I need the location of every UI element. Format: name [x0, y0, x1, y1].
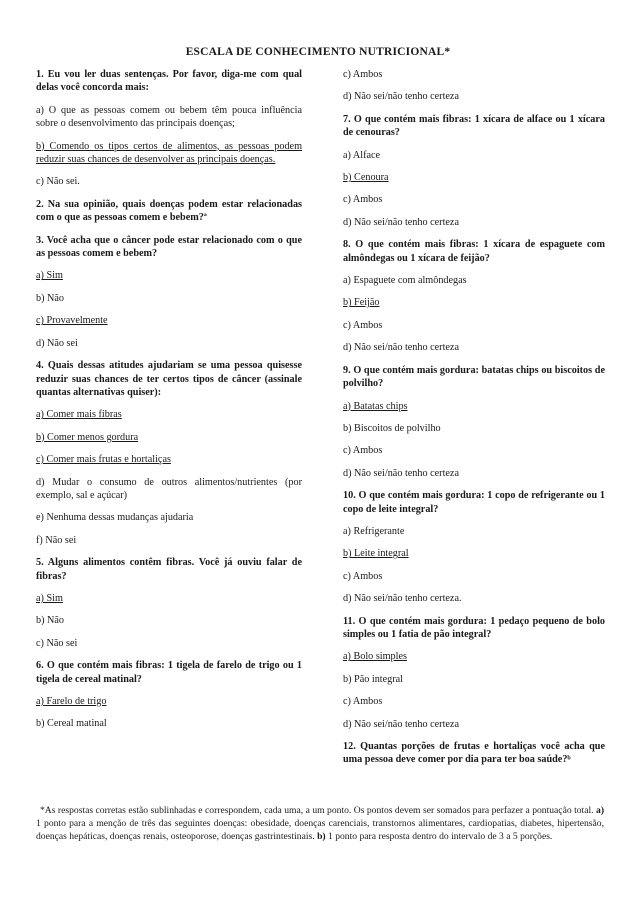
document-title: ESCALA DE CONHECIMENTO NUTRICIONAL*	[185, 46, 451, 58]
answer-option: b) Pão integral	[343, 673, 403, 685]
answer-option: a) Alface	[343, 149, 381, 161]
footnote-intro: *As respostas corretas estão sublinhadas e correspondem, cada uma, a um ponto. Os pontos devem ser somados para perfazer a pontuação total.	[40, 805, 594, 816]
answer-option-correct: b) Cenoura	[343, 172, 389, 184]
answer-option-correct: b) Feijão	[343, 297, 380, 309]
answer-option-correct: a) Bolo simples	[343, 651, 407, 663]
footnote	[36, 804, 604, 844]
question-text: 10. O que contém mais gordura: 1 copo de refrigerante ou 1 copo de leite integral?	[343, 490, 605, 515]
answer-option: d) Não sei/não tenho certeza.	[343, 593, 462, 605]
answer-option-correct: a) Sim	[36, 270, 63, 282]
answer-option: c) Ambos	[343, 696, 383, 708]
answer-option: c) Ambos	[343, 445, 383, 457]
answer-option-correct: b) Comer menos gordura	[36, 431, 139, 443]
answer-option: a) Espaguete com almôndegas	[343, 275, 467, 287]
answer-option: c) Não sei	[36, 637, 78, 649]
question-text: 6. O que contém mais fibras: 1 tigela de farelo de trigo ou 1 tigela de cereal matinal?	[36, 660, 302, 685]
answer-option: c) Ambos	[343, 570, 383, 582]
answer-option: d) Não sei/não tenho certeza	[343, 718, 459, 730]
question-text: 11. O que contém mais gordura: 1 pedaço pequeno de bolo simples ou 1 fatia de pão integral?	[343, 615, 605, 640]
footnote-b-text: 1 ponto para resposta dentro do intervalo de 3 a 5 porções.	[328, 831, 553, 843]
answer-option-correct: a) Batatas chips	[343, 400, 408, 412]
answer-option: d) Não sei/não tenho certeza	[343, 467, 459, 479]
right-column	[343, 68, 605, 776]
answer-option: f) Não sei	[36, 534, 77, 546]
question-text: 5. Alguns alimentos contêm fibras. Você já ouviu falar de fibras?	[36, 557, 302, 582]
answer-option: b) Não	[36, 292, 65, 304]
answer-option-correct: c) Provavelmente	[36, 315, 108, 327]
answer-option: b) Não	[36, 615, 65, 627]
question-text: 4. Quais dessas atitudes ajudariam se uma pessoa quisesse reduzir suas chances de ter certos tipos de câncer (assinale quantas alternativas quiser):	[36, 360, 302, 398]
answer-option: b) Cereal matinal	[36, 718, 107, 730]
answer-option: c) Ambos	[343, 194, 383, 206]
left-column	[36, 68, 302, 740]
answer-option-correct: a) Comer mais fibras	[36, 409, 122, 421]
answer-option: c) Não sei.	[36, 176, 80, 188]
answer-option-correct: b) Comendo os tipos certos de alimentos, as pessoas podem reduzir suas chances de desenvolver as principais doenças.	[36, 140, 302, 166]
question-text: 3. Você acha que o câncer pode estar relacionado com o que as pessoas comem e bebem?	[36, 234, 302, 260]
answer-option: e) Nenhuma dessas mudanças ajudaria	[36, 512, 194, 524]
question-text: 8. O que contém mais fibras: 1 xícara de espaguete com almôndegas ou 1 xícara de feijão?	[343, 239, 605, 264]
answer-option: d) Não sei	[36, 337, 78, 349]
footnote-b-label: b)	[317, 831, 326, 843]
answer-option: d) Mudar o consumo de outros alimentos/nutrientes (por exemplo, sal e açúcar)	[36, 476, 302, 501]
answer-option-correct: b) Leite integral	[343, 548, 409, 560]
footnote-a-label: a)	[596, 805, 605, 816]
answer-option-correct: a) Farelo de trigo	[36, 696, 107, 707]
answer-option: a) O que as pessoas comem ou bebem têm pouca influência sobre o desenvolvimento das principais doenças;	[36, 104, 302, 130]
answer-option-correct: a) Sim	[36, 592, 63, 604]
answer-option: d) Não sei/não tenho certeza	[343, 91, 459, 103]
question-text: 2. Na sua opinião, quais doenças podem estar relacionadas com o que as pessoas comem e bebem?ª	[36, 198, 302, 224]
answer-option: b) Biscoitos de polvilho	[343, 422, 441, 434]
footnote-a-text: 1 ponto para a menção de três das seguintes doenças: obesidade, doenças carenciais, transtornos alimentares, cardiopatias, diabetes, hipertensão, doenças hepáticas, doenças renais, osteoporose, doenças gastrintestinais.	[36, 818, 604, 843]
answer-option: d) Não sei/não tenho certeza	[343, 342, 459, 354]
answer-option: c) Ambos	[343, 69, 383, 80]
question-text: 7. O que contém mais fibras: 1 xícara de alface ou 1 xícara de cenouras?	[343, 113, 605, 139]
question-text: 1. Eu vou ler duas sentenças. Por favor, diga-me com qual delas você concorda mais:	[36, 69, 302, 94]
answer-option: c) Ambos	[343, 319, 383, 331]
answer-option: a) Refrigerante	[343, 525, 405, 537]
question-text: 9. O que contém mais gordura: batatas chips ou biscoitos de polvilho?	[343, 364, 605, 390]
question-text: 12. Quantas porções de frutas e hortaliças você acha que uma pessoa deve comer por dia para ter boa saúde?ᵇ	[343, 741, 605, 766]
answer-option-correct: c) Comer mais frutas e hortaliças	[36, 454, 171, 466]
answer-option: d) Não sei/não tenho certeza	[343, 216, 459, 228]
